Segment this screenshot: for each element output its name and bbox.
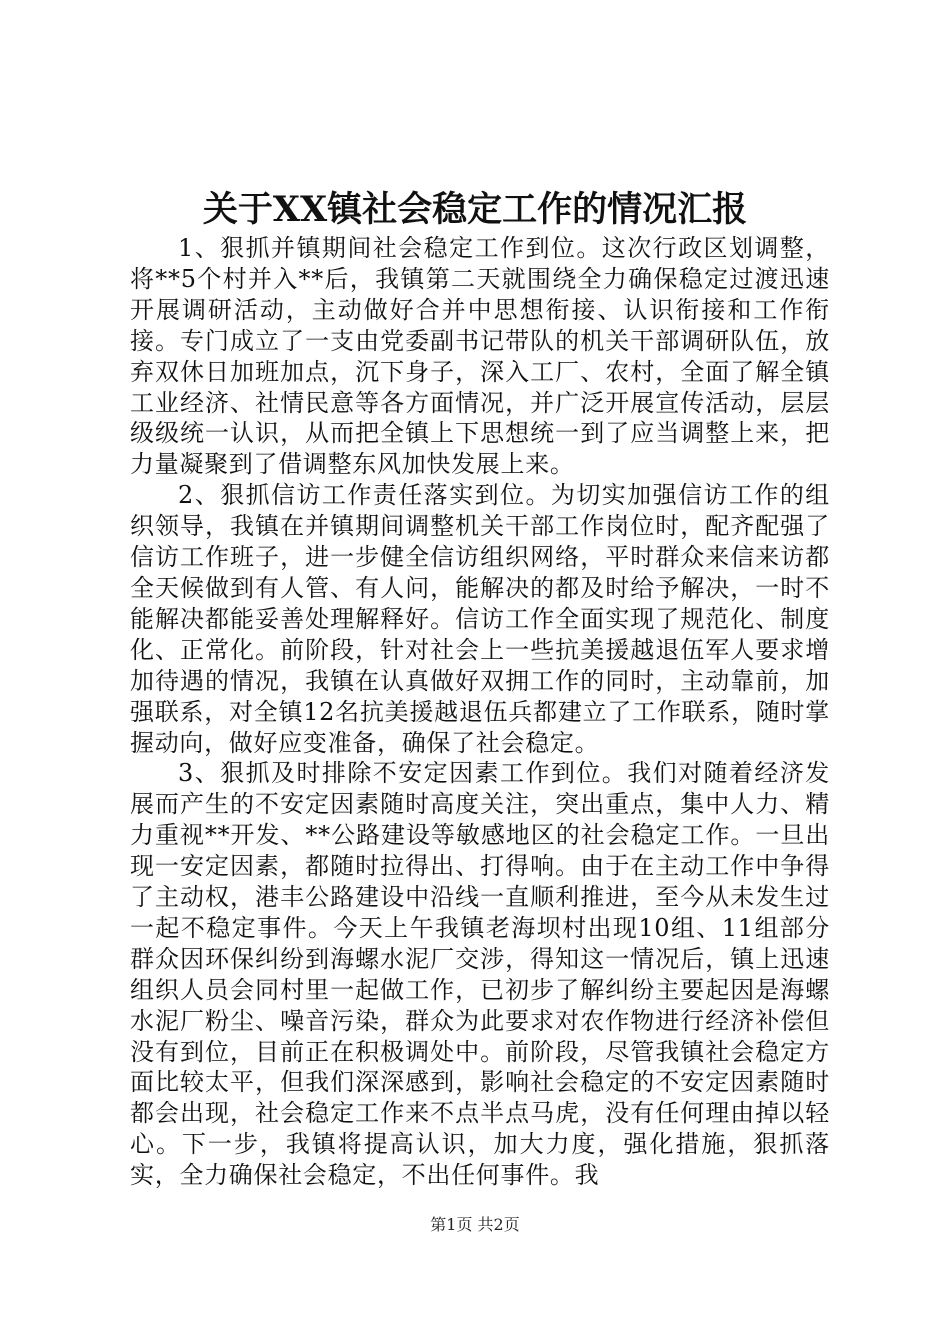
paragraph-2: 2、狠抓信访工作责任落实到位。为切实加强信访工作的组织领导，我镇在并镇期间调整机关干部工作岗位时，配齐配强了信访工作班子，进一步健全信访组织网络，平时群众来信来访都全天候做到有人管、有人问，能解决的都及时给予解决，一时不能解决都能妥善处理解释好。信访工作全面实现了规范化、制度化、正常化。前阶段，针对社会上一些抗美援越退伍军人要求增加待遇的情况，我镇在认真做好双拥工作的同时，主动靠前，加强联系，对全镇12名抗美援越退伍兵都建立了工作联系，随时掌握动向，做好应变准备，确保了社会稳定。 xyxy=(130,481,830,757)
document-title: 关于XX镇社会稳定工作的情况汇报 xyxy=(202,189,748,230)
paragraph-3: 3、狠抓及时排除不安定因素工作到位。我们对随着经济发展而产生的不安定因素随时高度关注，突出重点，集中人力、精力重视**开发、**公路建设等敏感地区的社会稳定工作。一旦出现一安定因素，都随时拉得出、打得响。由于在主动工作中争得了主动权，港丰公路建设中沿线一直顺利推进，至今从未发生过一起不稳定事件。今天上午我镇老海坝村出现10组、11组部分群众因环保纠纷到海螺水泥厂交涉，得知这一情况后，镇上迅速组织人员会同村里一起做工作，已初步了解纠纷主要起因是海螺水泥厂粉尘、噪音污染，群众为此要求对农作物进行经济补偿但没有到位，目前正在积极调处中。前阶段，尽管我镇社会稳定方面比较太平，但我们深深感到，影响社会稳定的不安定因素随时都会出现，社会稳定工作来不点半点马虎，没有任何理由掉以轻心。下一步，我镇将提高认识，加大力度，强化措施，狠抓落实，全力确保社会稳定，不出任何事件。我 xyxy=(130,759,830,1190)
paragraph-1: 1、狠抓并镇期间社会稳定工作到位。这次行政区划调整，将**5个村并入**后，我镇第二天就围绕全力确保稳定过渡迅速开展调研活动，主动做好合并中思想衔接、认识衔接和工作衔接。专门成立了一支由党委副书记带队的机关干部调研队伍，放弃双休日加班加点，沉下身子，深入工厂、农村，全面了解全镇工业经济、社情民意等各方面情况，并广泛开展宣传活动，层层级级统一认识，从而把全镇上下思想统一到了应当调整上来，把力量凝聚到了借调整东风加快发展上来。 xyxy=(130,234,830,479)
document-body xyxy=(130,233,830,1191)
page-footer: 第1页 共2页 xyxy=(430,1215,520,1234)
